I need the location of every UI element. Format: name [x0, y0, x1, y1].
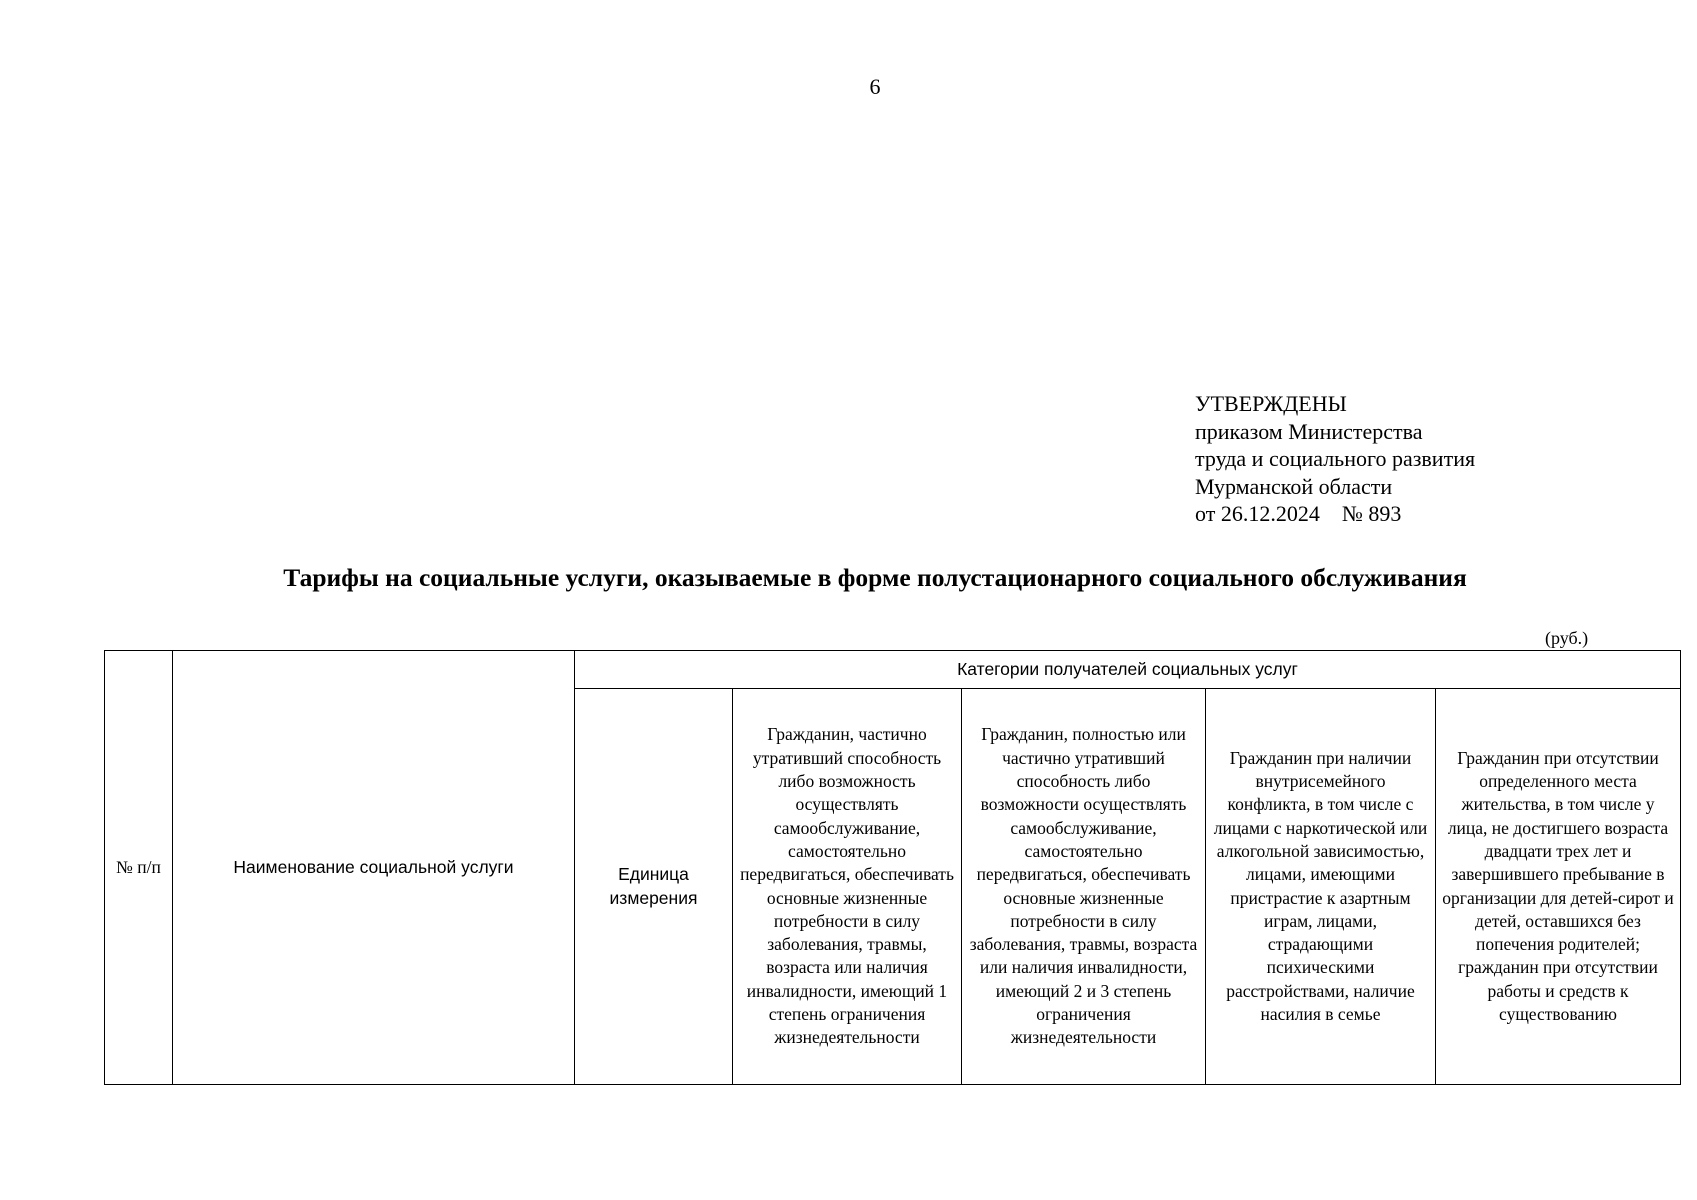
approval-line: труда и социального развития [1195, 446, 1476, 471]
tariffs-table [104, 650, 1681, 1085]
approval-stamp [1195, 390, 1475, 528]
approval-line: Мурманской области [1195, 473, 1393, 499]
header-number: № п/п [105, 651, 173, 1085]
document-title: Тарифы на социальные услуги, оказываемые в форме полустационарного социального обслуживания [283, 563, 1467, 592]
header-category-1: Гражданин, частично утративший способность либо возможность осуществлять самообслуживание, самостоятельно передвигаться, обеспечивать основные жизненные потребности в силу заболевания, травмы, возраста или наличия инвалидности, имеющий 1 степень ограничения жизнедеятельности [733, 689, 962, 1085]
table-header-row [105, 651, 1681, 689]
header-unit: Единица измерения [575, 689, 733, 1085]
header-category-4: Гражданин при отсутствии определенного места жительства, в том числе у лица, не достигшего возраста двадцати трех лет и завершившего пребывание в организации для детей-сирот и детей, оставшихся без попечения родителей; гражданин при отсутствии работы и средств к существованию [1436, 689, 1681, 1085]
header-category-2: Гражданин, полностью или частично утративший способность либо возможности осуществлять самообслуживание, самостоятельно передвигаться, обеспечивать основные жизненные потребности в силу заболевания, травмы, возраста или наличия инвалидности, имеющий 2 и 3 степень ограничения жизнедеятельности [962, 689, 1206, 1085]
header-categories: Категории получателей социальных услуг [575, 651, 1681, 689]
approval-line: приказом Министерства [1195, 418, 1423, 444]
approval-line: от 26.12.2024 № 893 [1195, 501, 1402, 526]
units-note: (руб.) [1545, 628, 1589, 648]
approval-line: УТВЕРЖДЕНЫ [1195, 391, 1347, 416]
header-category-3: Гражданин при наличии внутрисемейного конфликта, в том числе с лицами с наркотической или алкогольной зависимостью, лицами, имеющими пристрастие к азартным играм, лицами, страдающими психическими расстройствами, наличие насилия в семье [1206, 689, 1436, 1085]
header-service-name: Наименование социальной услуги [173, 651, 575, 1085]
page-number: 6 [869, 74, 881, 99]
